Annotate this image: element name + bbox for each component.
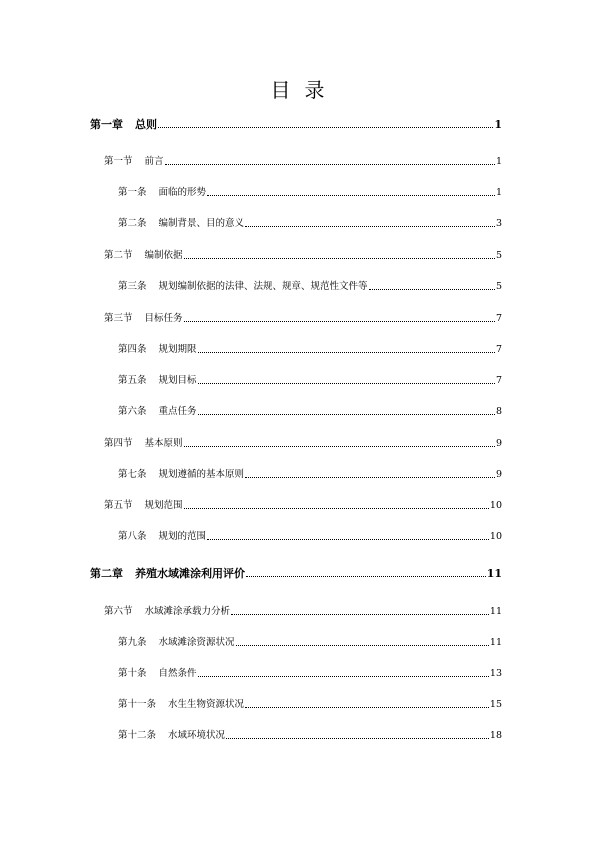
toc-entry-label: 第二章 养殖水域滩涂利用评价 [90, 567, 245, 580]
toc-entry-article-7[interactable] [118, 466, 502, 482]
toc-entry-section-1[interactable] [104, 153, 502, 169]
toc-entry-article-3[interactable] [118, 278, 502, 294]
toc-page-number: 10 [489, 500, 502, 511]
toc-entry-section-5[interactable] [104, 497, 502, 513]
dot-leader [165, 155, 495, 165]
dot-leader [184, 312, 495, 322]
toc-entry-article-2[interactable] [118, 215, 502, 231]
toc-entry-label: 第一节 前言 [104, 156, 164, 167]
toc-page-number: 3 [495, 218, 502, 229]
toc-entry-article-4[interactable] [118, 341, 502, 357]
page-title: 目录 [270, 78, 339, 102]
dot-leader [245, 468, 495, 478]
toc-entry-label: 第七条 规划遵循的基本原则 [118, 469, 245, 480]
toc-page-number: 13 [489, 668, 502, 679]
toc-entry-article-11[interactable] [118, 696, 502, 712]
dot-leader [231, 605, 489, 615]
toc-page-number: 9 [495, 469, 502, 480]
toc-entry-section-2[interactable] [104, 247, 502, 263]
toc-page-number: 1 [494, 118, 502, 131]
toc-entry-label: 第六节 水域滩涂承载力分析 [104, 606, 231, 617]
toc-page-number: 18 [489, 730, 502, 741]
toc-entry-label: 第十条 自然条件 [118, 668, 197, 679]
toc-entry-label: 第五节 规划范围 [104, 500, 183, 511]
toc-entry-label: 第三节 目标任务 [104, 313, 183, 324]
toc-page-number: 5 [495, 281, 502, 292]
toc-entry-label: 第十二条 水域环境状况 [118, 730, 226, 741]
toc-entry-section-3[interactable] [104, 310, 502, 326]
toc-page-number: 7 [495, 344, 502, 355]
dot-leader [158, 118, 493, 128]
dot-leader [198, 405, 495, 415]
toc-entry-label: 第四条 规划期限 [118, 344, 197, 355]
toc-entry-label: 第八条 规划的范围 [118, 531, 207, 542]
toc-page-number: 11 [489, 637, 502, 648]
dot-leader [245, 698, 489, 708]
toc-entry-label: 第四节 基本原则 [104, 438, 183, 449]
toc-entry-label: 第一条 面临的形势 [118, 187, 207, 198]
dot-leader [184, 437, 495, 447]
dot-leader [226, 729, 489, 739]
toc-entry-label: 第六条 重点任务 [118, 406, 197, 417]
toc-entry-label: 第五条 规划目标 [118, 375, 197, 386]
dot-leader [369, 280, 495, 290]
toc-page-number: 1 [495, 156, 502, 167]
toc-page-number: 7 [495, 313, 502, 324]
toc-entry-chapter-1[interactable] [90, 116, 502, 132]
toc-entry-article-6[interactable] [118, 403, 502, 419]
toc-page-number: 15 [489, 699, 502, 710]
toc-entry-label: 第一章 总则 [90, 118, 157, 131]
dot-leader [198, 667, 489, 677]
dot-leader [207, 530, 489, 540]
toc-page-number: 7 [495, 375, 502, 386]
dot-leader [198, 374, 495, 384]
toc-page-number: 8 [495, 406, 502, 417]
toc-page-number: 1 [495, 187, 502, 198]
dot-leader [207, 186, 495, 196]
toc-entry-label: 第九条 水域滩涂资源状况 [118, 637, 235, 648]
toc-page-number: 11 [489, 606, 502, 617]
toc-entry-article-8[interactable] [118, 528, 502, 544]
toc-entry-article-9[interactable] [118, 634, 502, 650]
dot-leader [184, 249, 495, 259]
toc-page-number: 10 [489, 531, 502, 542]
dot-leader [198, 343, 495, 353]
toc-entry-label: 第十一条 水生生物资源状况 [118, 699, 245, 710]
toc-page-number: 9 [495, 438, 502, 449]
toc-entry-section-4[interactable] [104, 435, 502, 451]
toc-entry-label: 第三条 规划编制依据的法律、法规、规章、规范性文件等 [118, 281, 368, 292]
toc-page-number: 5 [495, 250, 502, 261]
toc-entry-chapter-2[interactable] [90, 565, 502, 581]
toc-page-number: 11 [486, 567, 502, 580]
toc-entry-article-5[interactable] [118, 372, 502, 388]
toc-entry-article-1[interactable] [118, 184, 502, 200]
toc-entry-label: 第二条 编制背景、目的意义 [118, 218, 245, 229]
toc-entry-label: 第二节 编制依据 [104, 250, 183, 261]
toc-entry-section-6[interactable] [104, 603, 502, 619]
dot-leader [184, 499, 489, 509]
dot-leader [236, 636, 489, 646]
dot-leader [246, 567, 486, 577]
toc-entry-article-10[interactable] [118, 665, 502, 681]
dot-leader [245, 217, 495, 227]
toc-entry-article-12[interactable] [118, 727, 502, 743]
